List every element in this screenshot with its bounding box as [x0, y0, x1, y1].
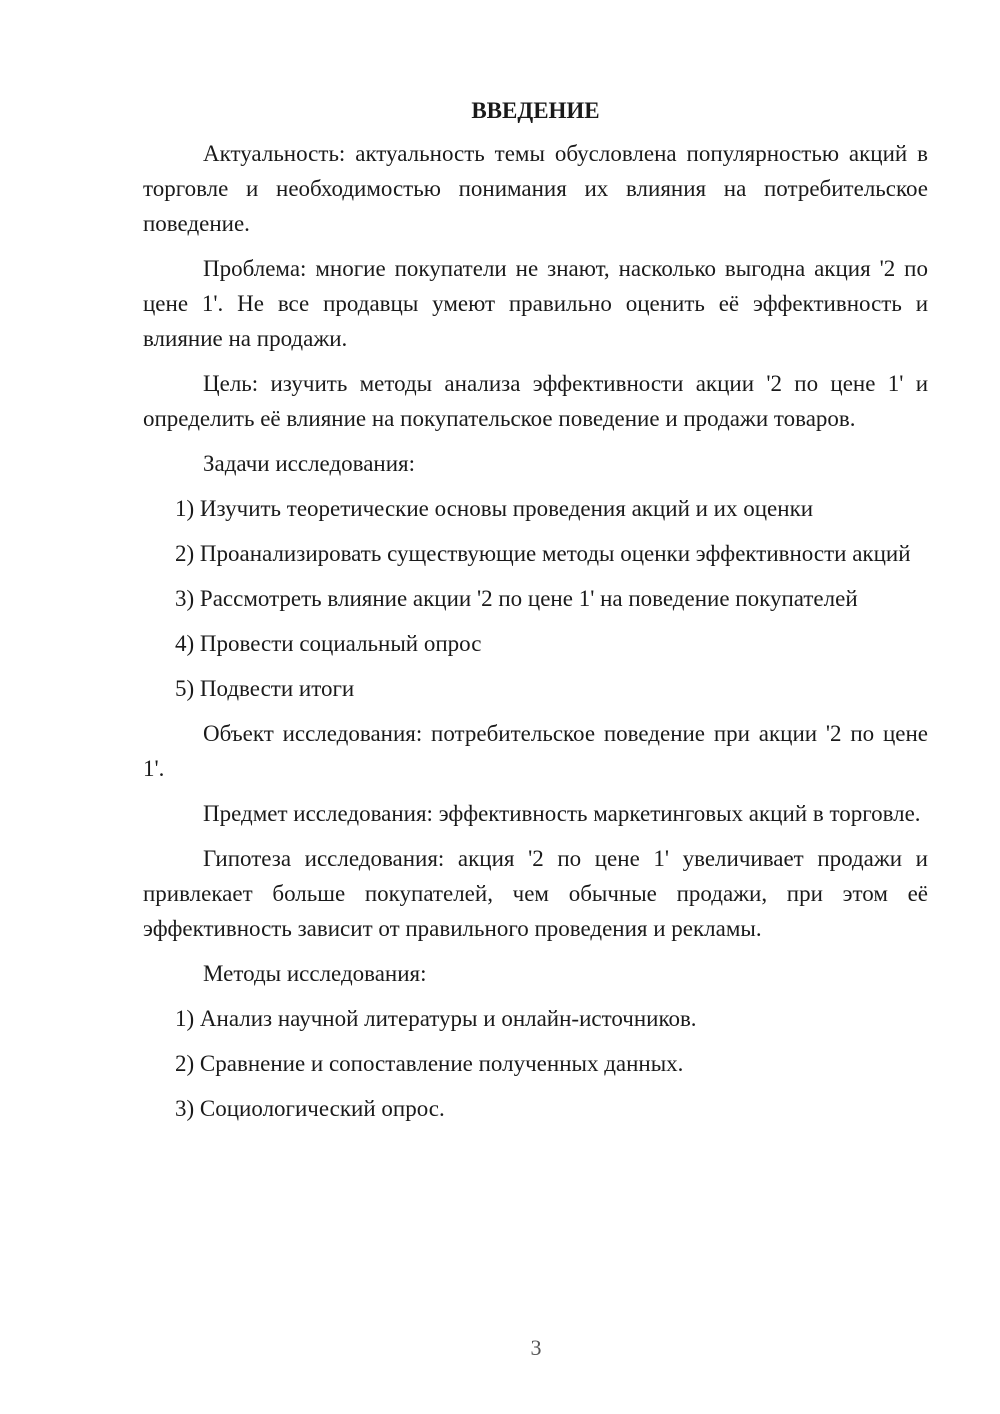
method-item: 3) Социологический опрос.: [175, 1096, 445, 1121]
task-item: 5) Подвести итоги: [175, 676, 355, 701]
hypothesis-paragraph: Гипотеза исследования: акция '2 по цене 1' увеличивает продажи и привлекает больше покупателей, чем обычные продажи, при этом её эффективность зависит от правильного проведения и рекламы.: [143, 846, 928, 941]
subject-paragraph: Предмет исследования: эффективность маркетинговых акций в торговле.: [203, 801, 921, 826]
section-title: ВВЕДЕНИЕ: [471, 98, 600, 123]
method-item: 2) Сравнение и сопоставление полученных данных.: [175, 1051, 684, 1076]
methods-heading: Методы исследования:: [203, 961, 427, 986]
task-item: 2) Проанализировать существующие методы оценки эффективности акций: [175, 541, 911, 566]
page-number: 3: [530, 1335, 542, 1360]
task-item: 1) Изучить теоретические основы проведения акций и их оценки: [175, 496, 814, 521]
goal-paragraph: Цель: изучить методы анализа эффективности акции '2 по цене 1' и определить её влияние на покупательское поведение и продажи товаров.: [143, 371, 928, 431]
task-item: 4) Провести социальный опрос: [175, 631, 482, 656]
tasks-heading: Задачи исследования:: [203, 451, 416, 476]
task-item: 3) Рассмотреть влияние акции '2 по цене 1' на поведение покупателей: [175, 586, 858, 611]
problem-paragraph: Проблема: многие покупатели не знают, насколько выгодна акция '2 по цене 1'. Не все продавцы умеют правильно оценить её эффективность и влияние на продажи.: [143, 256, 928, 351]
method-item: 1) Анализ научной литературы и онлайн-источников.: [175, 1006, 697, 1031]
relevance-paragraph: Актуальность: актуальность темы обусловлена популярностью акций в торговле и необходимостью понимания их влияния на потребительское поведение.: [143, 141, 928, 236]
object-paragraph: Объект исследования: потребительское поведение при акции '2 по цене 1'.: [143, 721, 928, 781]
page-content: [143, 93, 928, 1136]
